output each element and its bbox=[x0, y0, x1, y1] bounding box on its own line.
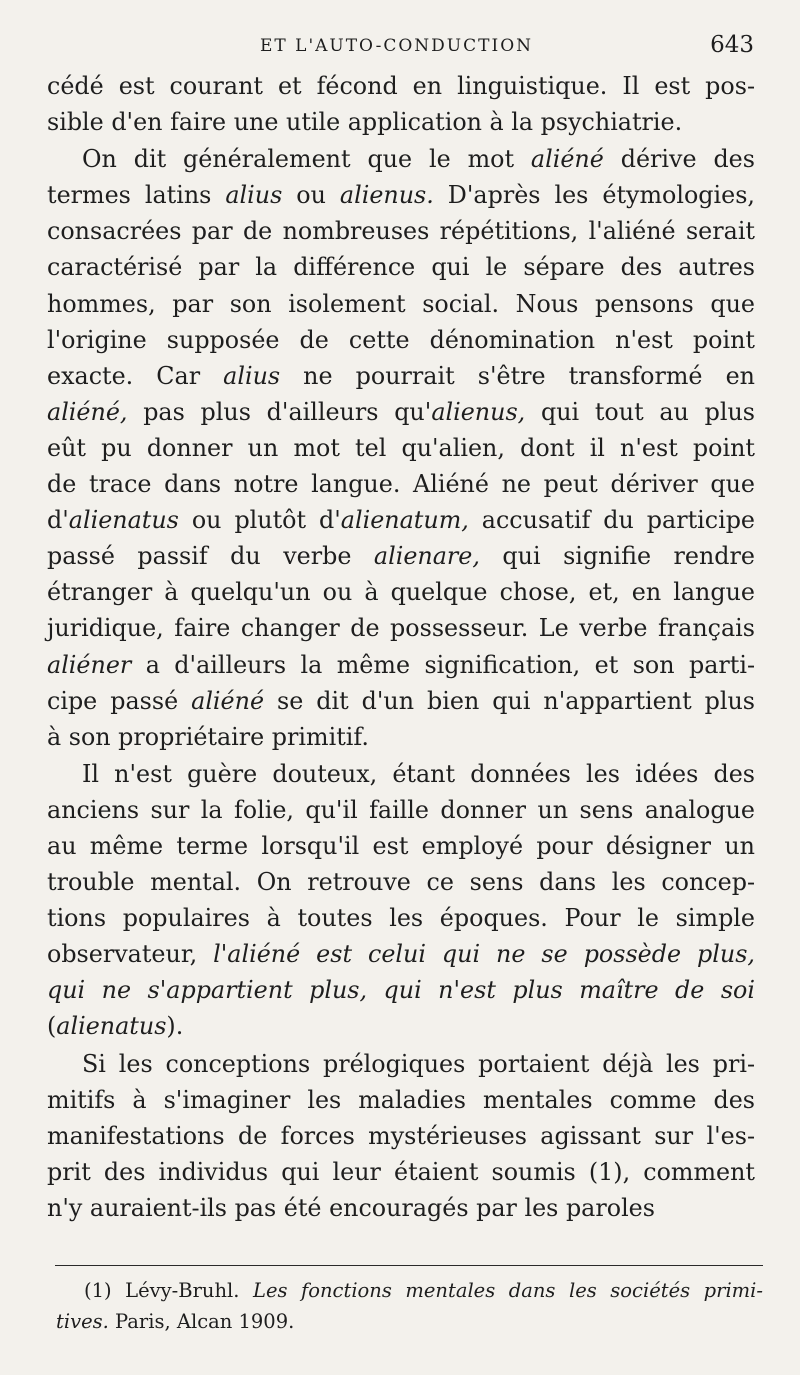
text-line bbox=[47, 430, 755, 466]
text-line bbox=[47, 538, 755, 574]
paragraph bbox=[47, 141, 755, 755]
text-run: D'après les étymologies, bbox=[433, 181, 755, 210]
text-run: dérive des bbox=[603, 145, 755, 174]
text-line bbox=[47, 719, 755, 755]
text-run: ( bbox=[47, 1012, 57, 1041]
italic-text: alienatus bbox=[56, 1012, 167, 1041]
text-run: pas plus d'ailleurs qu' bbox=[127, 397, 432, 426]
text-run: a d'ailleurs la même signification, et son parti- bbox=[131, 650, 755, 679]
footnote bbox=[56, 1275, 763, 1337]
text-line bbox=[47, 1154, 755, 1190]
text-run: ne pourrait s'être transformé en bbox=[280, 361, 755, 390]
text-run: exacte. Car bbox=[47, 361, 224, 390]
text-line bbox=[47, 792, 755, 828]
text-run: mitifs à s'imaginer les maladies mentales comme des bbox=[47, 1085, 755, 1114]
paragraph bbox=[47, 68, 755, 140]
text-run: eût pu donner un mot tel qu'alien, dont il n'est point bbox=[47, 433, 755, 462]
text-line bbox=[47, 213, 755, 249]
paragraph bbox=[47, 756, 755, 1045]
text-run: cédé est courant et fécond en linguistique. Il est pos- bbox=[47, 72, 755, 100]
text-run: manifestations de forces mystérieuses agissant sur l'es- bbox=[47, 1121, 755, 1150]
text-run: qui signifie rendre bbox=[479, 542, 755, 571]
text-run: consacrées par de nombreuses répétitions, l'aliéné serait bbox=[47, 217, 755, 246]
italic-text: aliéné bbox=[191, 686, 265, 715]
text-run: On dit généralement que le mot bbox=[82, 145, 531, 174]
text-run: sible d'en faire une utile application à la psychiatrie. bbox=[47, 108, 683, 137]
italic-text: alius bbox=[225, 181, 283, 210]
text-run: d' bbox=[47, 506, 69, 535]
text-line bbox=[47, 647, 755, 683]
text-run: caractérisé par la différence qui le sépare des autres bbox=[47, 253, 755, 282]
italic-text: alienare, bbox=[373, 542, 480, 571]
text-line bbox=[47, 972, 755, 1008]
text-run: de trace dans notre langue. Aliéné ne peut dériver que bbox=[47, 470, 755, 499]
paragraph bbox=[47, 1046, 755, 1226]
running-title: ET L'AUTO-CONDUCTION bbox=[260, 36, 534, 56]
text-run: Il n'est guère douteux, étant données les idées des bbox=[82, 759, 755, 788]
italic-text: aliéné bbox=[530, 145, 604, 174]
text-run: cipe passé bbox=[47, 686, 192, 715]
text-line bbox=[47, 864, 755, 900]
text-line bbox=[56, 1275, 763, 1306]
italic-text: qui ne s'appartient plus, qui n'est plus maître de soi bbox=[47, 976, 755, 1005]
text-run: n'y auraient-ils pas été encouragés par les paroles bbox=[47, 1193, 655, 1222]
text-line bbox=[47, 574, 755, 610]
italic-text: aliéner bbox=[47, 650, 132, 679]
text-line bbox=[47, 756, 755, 792]
text-run: tions populaires à toutes les époques. Pour le simple bbox=[47, 904, 755, 933]
text-run: Si les conceptions prélogiques portaient déjà les pri- bbox=[82, 1049, 755, 1078]
body-text bbox=[47, 68, 755, 1226]
text-line bbox=[47, 177, 755, 213]
text-line bbox=[47, 900, 755, 936]
text-line bbox=[47, 322, 755, 358]
text-run: termes latins bbox=[47, 181, 226, 210]
text-run: qui tout au plus bbox=[525, 397, 756, 426]
page-number: 643 bbox=[710, 32, 754, 58]
text-line bbox=[47, 1046, 755, 1082]
text-line bbox=[47, 1008, 755, 1044]
text-line bbox=[47, 828, 755, 864]
text-run: ). bbox=[166, 1012, 184, 1041]
italic-text: alienatus bbox=[68, 506, 179, 535]
text-line bbox=[47, 683, 755, 719]
footnote-divider bbox=[55, 1265, 763, 1266]
text-line bbox=[47, 104, 755, 140]
text-run: juridique, faire changer de possesseur. Le verbe français bbox=[47, 614, 755, 643]
text-line bbox=[47, 502, 755, 538]
text-run: étranger à quelqu'un ou à quelque chose, et, en langue bbox=[47, 578, 755, 607]
italic-text: alienus, bbox=[431, 397, 526, 426]
italic-text: Les fonctions mentales dans les sociétés primi- bbox=[253, 1279, 764, 1302]
text-line bbox=[56, 1306, 763, 1337]
text-run: ou bbox=[282, 181, 340, 210]
text-line bbox=[47, 1190, 755, 1226]
text-line bbox=[47, 1118, 755, 1154]
page-header bbox=[48, 32, 754, 64]
text-line bbox=[47, 466, 755, 502]
text-line bbox=[47, 141, 755, 177]
text-line bbox=[47, 68, 755, 104]
text-line bbox=[47, 249, 755, 285]
text-run: hommes, par son isolement social. Nous pensons que bbox=[47, 289, 755, 318]
italic-text: alienus. bbox=[339, 181, 434, 210]
italic-text: aliéné, bbox=[47, 397, 128, 426]
text-line bbox=[47, 394, 755, 430]
text-run: Paris, Alcan 1909. bbox=[108, 1310, 295, 1333]
italic-text: tives. bbox=[56, 1310, 109, 1333]
text-run: se dit d'un bien qui n'appartient plus bbox=[264, 686, 755, 715]
text-run: (1) Lévy-Bruhl. bbox=[84, 1279, 254, 1302]
text-run: observateur, bbox=[47, 940, 214, 969]
text-line bbox=[47, 610, 755, 646]
text-run: anciens sur la folie, qu'il faille donner un sens analogue bbox=[47, 795, 755, 824]
text-run: à son propriétaire primitif. bbox=[47, 722, 369, 751]
text-run: accusatif du participe bbox=[468, 506, 756, 535]
text-line bbox=[47, 358, 755, 394]
text-run: trouble mental. On retrouve ce sens dans les concep- bbox=[47, 868, 755, 897]
text-run: au même terme lorsqu'il est employé pour désigner un bbox=[47, 831, 755, 860]
italic-text: alienatum, bbox=[340, 506, 469, 535]
text-line bbox=[47, 936, 755, 972]
text-line bbox=[47, 286, 755, 322]
italic-text: alius bbox=[223, 361, 281, 390]
italic-text: l'aliéné est celui qui ne se possède plus, bbox=[213, 940, 755, 969]
text-run: ou plutôt d' bbox=[178, 506, 341, 535]
text-run: l'origine supposée de cette dénomination n'est point bbox=[47, 325, 755, 354]
text-run: prit des individus qui leur étaient soumis (1), comment bbox=[47, 1157, 755, 1186]
text-line bbox=[47, 1082, 755, 1118]
text-run: passé passif du verbe bbox=[47, 542, 374, 571]
